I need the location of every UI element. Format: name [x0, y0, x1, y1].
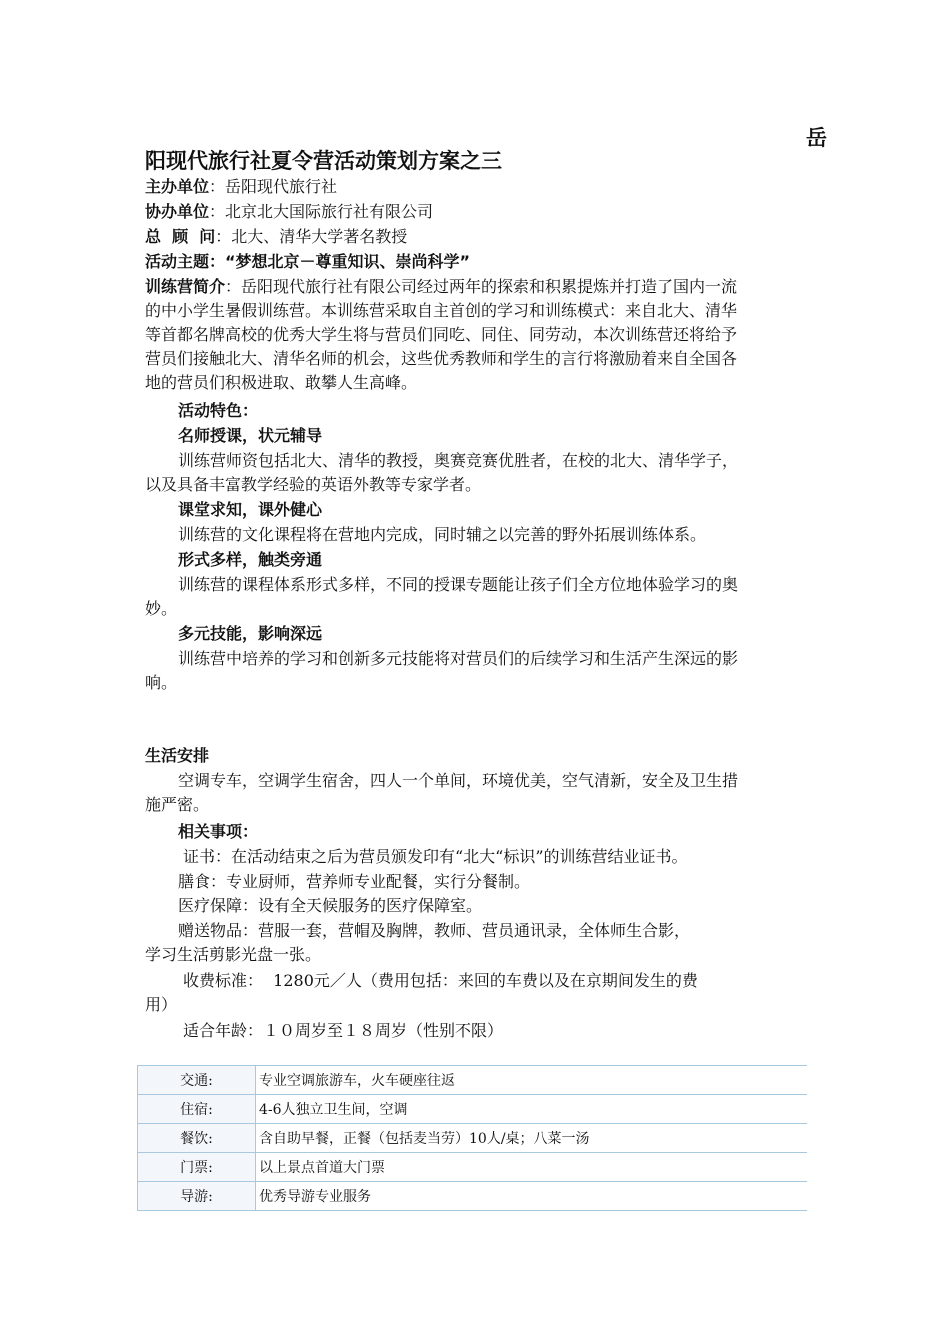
table-cell-key: 导游:	[138, 1182, 256, 1211]
table-cell-key: 餐饮:	[138, 1124, 256, 1153]
notes-heading: 相关事项：	[178, 822, 259, 841]
co-organizer-value: ：北京北大国际旅行社有限公司	[209, 202, 434, 221]
feature-text-3b: 妙。	[145, 599, 178, 618]
organizer-label: 主办单位	[145, 177, 210, 196]
advisor-label: 总 顾 问	[145, 227, 216, 246]
table-row	[138, 1182, 808, 1211]
life-text-1: 空调专车，空调学生宿舍，四人一个单间，环境优美，空气清新，安全及卫生措	[178, 771, 739, 790]
table-cell-value: 专业空调旅游车，火车硬座往返	[256, 1066, 808, 1095]
co-organizer-line	[145, 200, 805, 224]
advisor-value: ：北大、清华大学著名教授	[215, 227, 408, 246]
feature-text-4b: 响。	[145, 673, 178, 692]
feature-title-3: 形式多样，触类旁通	[178, 550, 323, 569]
note-meals: 膳食：专业厨师，营养师专业配餐，实行分餐制。	[178, 872, 531, 891]
intro-line-2: 的中小学生暑假训练营。本训练营采取自主首创的学习和训练模式：来自北大、清华	[145, 301, 738, 320]
theme-line: 活动主题：“梦想北京－尊重知识、崇尚科学”	[145, 252, 471, 271]
feature-text-1b: 以及具备丰富教学经验的英语外教等专家学者。	[145, 475, 482, 494]
feature-text-3a: 训练营的课程体系形式多样，不同的授课专题能让孩子们全方位地体验学习的奥	[178, 575, 739, 594]
note-certificate: 证书：在活动结束之后为营员颁发印有“北大“标识”的训练营结业证书。	[183, 847, 688, 866]
intro-line-4: 营员们接触北大、清华名师的机会，这些优秀教师和学生的言行将激励着来自全国各	[145, 349, 738, 368]
feature-text-2a: 训练营的文化课程将在营地内完成，同时辅之以完善的野外拓展训练体系。	[178, 525, 707, 544]
note-medical: 医疗保障：设有全天候服务的医疗保障室。	[178, 896, 483, 915]
note-fee-1: 收费标准： 1280元／人（费用包括：来回的车费以及在京期间发生的费	[183, 971, 698, 990]
intro-line-3: 等首都名牌高校的优秀大学生将与营员们同吃、同住、同劳动，本次训练营还将给予	[145, 325, 738, 344]
organizer-value: ：岳阳现代旅行社	[209, 177, 338, 196]
intro-line-5: 地的营员们积极进取、敢攀人生高峰。	[145, 373, 418, 392]
table-cell-key: 住宿:	[138, 1095, 256, 1124]
table-cell-key: 交通:	[138, 1066, 256, 1095]
feature-title-2: 课堂求知，课外健心	[178, 500, 323, 519]
feature-title-4: 多元技能，影响深远	[178, 624, 323, 643]
life-heading: 生活安排	[145, 746, 210, 765]
table-cell-value: 以上景点首道大门票	[256, 1153, 808, 1182]
features-heading: 活动特色：	[178, 401, 259, 420]
table-row	[138, 1153, 808, 1182]
service-table	[137, 1065, 807, 1211]
title-first-char: 岳	[806, 126, 827, 150]
organizer-line	[145, 175, 805, 199]
note-gifts-1: 赠送物品：营服一套，营帽及胸牌，教师、营员通讯录，全体师生合影，	[178, 921, 691, 940]
note-gifts-2: 学习生活剪影光盘一张。	[145, 945, 322, 964]
table-cell-value: 含自助早餐，正餐（包括麦当劳）10人/桌；八菜一汤	[256, 1124, 808, 1153]
table-row	[138, 1124, 808, 1153]
table-cell-key: 门票:	[138, 1153, 256, 1182]
note-fee-2: 用）	[145, 995, 178, 1014]
life-text-2: 施严密。	[145, 795, 210, 814]
intro-label: 训练营简介	[145, 277, 226, 296]
table-cell-value: 4-6人独立卫生间，空调	[256, 1095, 808, 1124]
advisor-line	[145, 225, 805, 249]
table-row	[138, 1095, 808, 1124]
table-cell-value: 优秀导游专业服务	[256, 1182, 808, 1211]
intro-line-1	[145, 275, 805, 299]
feature-title-1: 名师授课，状元辅导	[178, 426, 323, 445]
feature-text-1a: 训练营师资包括北大、清华的教授，奥赛竞赛优胜者，在校的北大、清华学子，	[178, 451, 739, 470]
note-age: 适合年龄：１０周岁至１８周岁（性别不限）	[183, 1021, 504, 1040]
co-organizer-label: 协办单位	[145, 202, 210, 221]
intro-text-1: ：岳阳现代旅行社有限公司经过两年的探索和积累提炼并打造了国内一流	[225, 277, 738, 296]
table-row	[138, 1066, 808, 1095]
page-title: 阳现代旅行社夏令营活动策划方案之三	[145, 149, 502, 173]
feature-text-4a: 训练营中培养的学习和创新多元技能将对营员们的后续学习和生活产生深远的影	[178, 649, 739, 668]
